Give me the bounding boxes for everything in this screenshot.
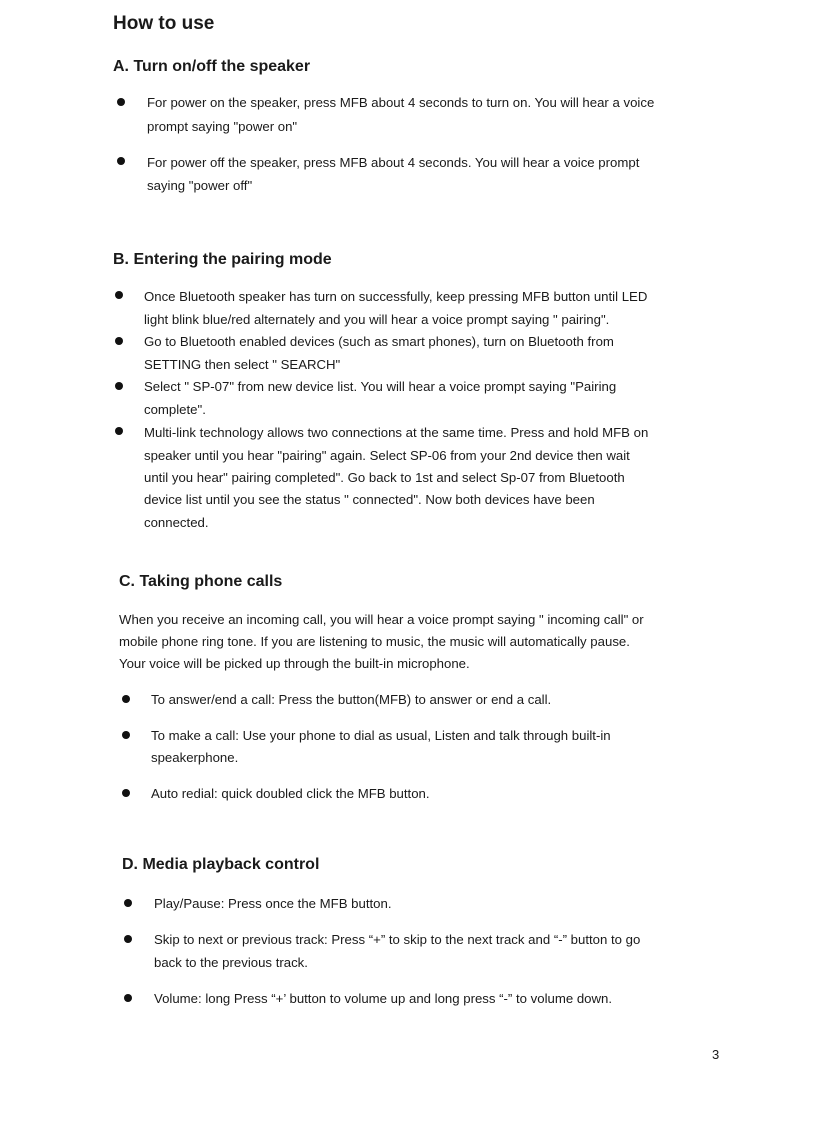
bullet (117, 157, 125, 165)
text-line: Skip to next or previous track: Press “+” to skip to the next track and “-” button to go (154, 932, 641, 947)
text-line: light blink blue/red alternately and you will hear a voice prompt saying " pairing". (144, 312, 610, 327)
bullet (117, 98, 125, 106)
text-line: Select " SP-07" from new device list. You will hear a voice prompt saying "Pairing (144, 379, 617, 394)
bullet (115, 382, 123, 390)
bullet (122, 695, 130, 703)
text-line: complete". (144, 402, 206, 417)
text-line: When you receive an incoming call, you will hear a voice prompt saying " incoming call" or (119, 612, 644, 627)
text-line: To answer/end a call: Press the button(MFB) to answer or end a call. (151, 692, 552, 707)
bullet (124, 935, 132, 943)
text-line: Auto redial: quick doubled click the MFB button. (151, 786, 430, 801)
text-line: mobile phone ring tone. If you are listening to music, the music will automatically pause. (119, 634, 630, 649)
text-line: device list until you see the status " connected". Now both devices have been (144, 492, 595, 507)
text-line: Your voice will be picked up through the built-in microphone. (119, 656, 470, 671)
text-line: To make a call: Use your phone to dial as usual, Listen and talk through built-in (151, 728, 611, 743)
bullet (122, 731, 130, 739)
bullet (122, 789, 130, 797)
text-line: Go to Bluetooth enabled devices (such as smart phones), turn on Bluetooth from (144, 334, 614, 349)
page-number: 3 (712, 1047, 720, 1062)
bullet (115, 337, 123, 345)
text-line: For power off the speaker, press MFB about 4 seconds. You will hear a voice prompt (147, 155, 640, 170)
text-line: saying "power off" (147, 178, 253, 193)
text-line: Play/Pause: Press once the MFB button. (154, 896, 392, 911)
section-b-heading: B. Entering the pairing mode (113, 251, 332, 268)
text-line: Volume: long Press “+’ button to volume up and long press “-” to volume down. (154, 991, 613, 1006)
bullet (124, 994, 132, 1002)
bullet (115, 291, 123, 299)
text-line: For power on the speaker, press MFB about 4 seconds to turn on. You will hear a voice (147, 95, 655, 110)
section-c-heading: C. Taking phone calls (119, 573, 283, 590)
text-line: connected. (144, 515, 209, 530)
text-line: prompt saying "power on" (147, 119, 298, 134)
text-line: back to the previous track. (154, 955, 308, 970)
text-line: SETTING then select " SEARCH" (144, 357, 341, 372)
bullet (115, 427, 123, 435)
text-line: Once Bluetooth speaker has turn on successfully, keep pressing MFB button until LED (144, 289, 648, 304)
page-title: How to use (113, 13, 215, 34)
text-line: until you hear" pairing completed". Go back to 1st and select Sp-07 from Bluetooth (144, 470, 625, 485)
section-d-heading: D. Media playback control (122, 856, 320, 873)
text-line: speaker until you hear "pairing" again. Select SP-06 from your 2nd device then wait (144, 448, 630, 463)
section-a-heading: A. Turn on/off the speaker (113, 58, 311, 75)
text-line: Multi-link technology allows two connections at the same time. Press and hold MFB on (144, 425, 649, 440)
text-line: speakerphone. (151, 750, 239, 765)
bullet (124, 899, 132, 907)
